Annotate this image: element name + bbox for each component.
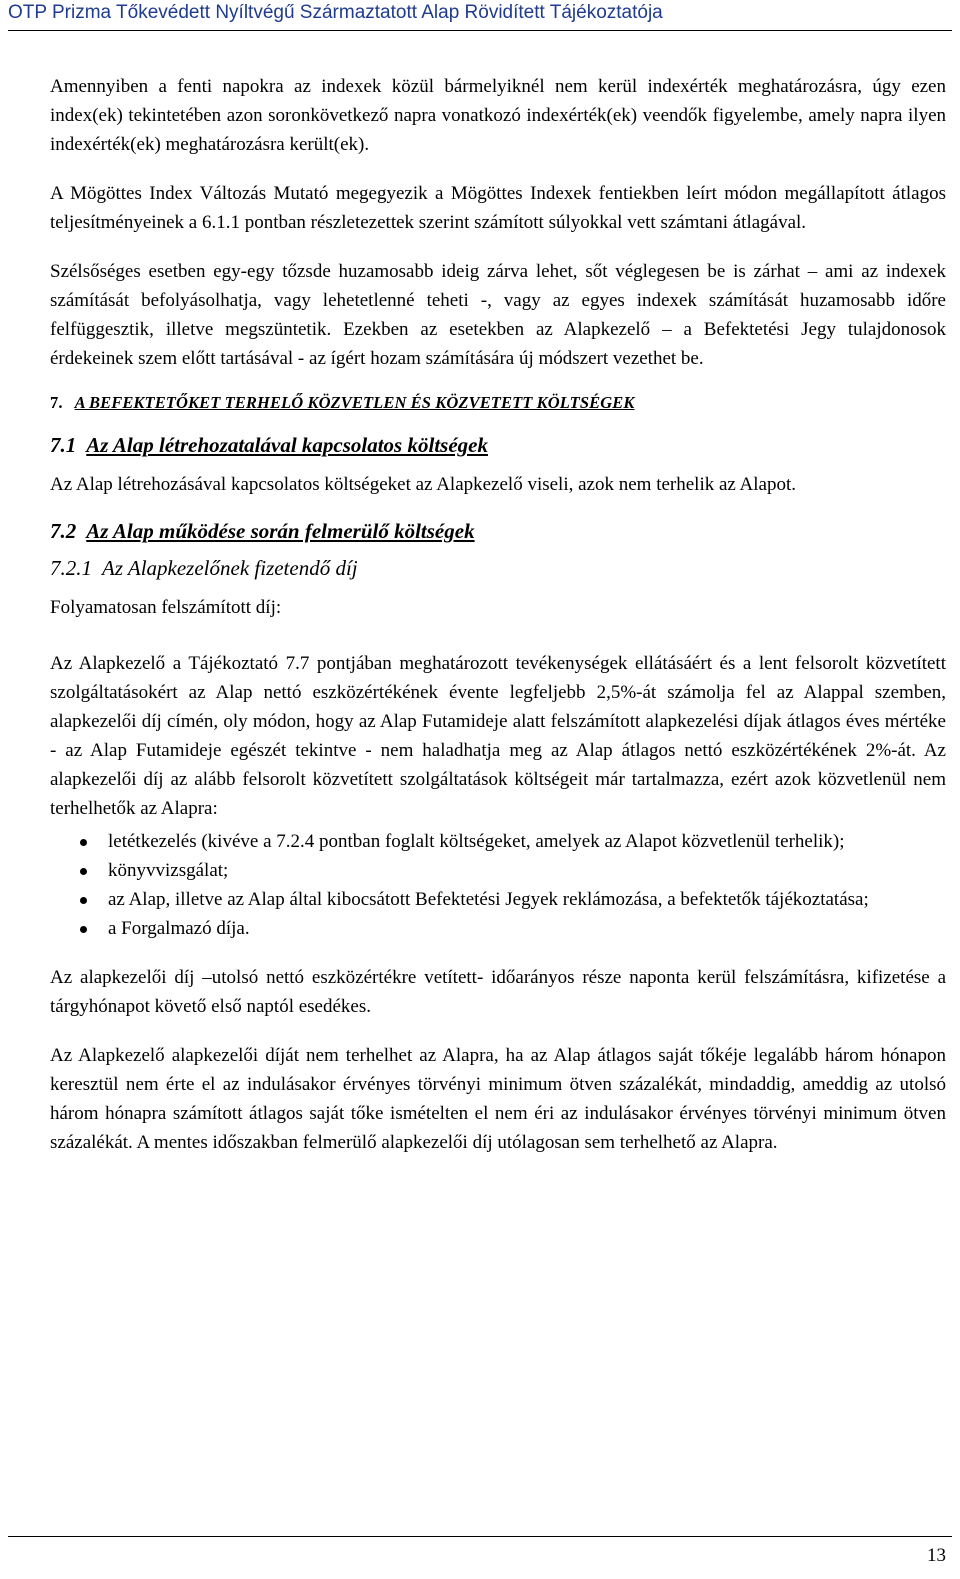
list-item-text: a Forgalmazó díja.: [108, 918, 250, 939]
list-item-text: az Alap, illetve az Alap által kibocsátott Befektetési Jegyek reklámozása, a befektetők tájékoztatása;: [108, 889, 869, 910]
list-item-text: könyvvizsgálat;: [108, 860, 229, 881]
list-item: [108, 827, 946, 856]
list-item: [108, 856, 946, 885]
section-7-1-number: 7.1: [50, 433, 77, 457]
section-7-2-title: Az Alap működése során felmerülő költségek: [86, 519, 475, 543]
section-7-2-number: 7.2: [50, 519, 77, 543]
section-7-1-heading: [50, 433, 946, 458]
paragraph-index-change-indicator: A Mögöttes Index Változás Mutató megegyezik a Mögöttes Indexek fentiekben leírt módon megállapított átlagos teljesítményeinek a 6.1.1 pontban részletezettek szerint számított súlyokkal vett számtani átlagával.: [50, 183, 946, 233]
paragraph-index-determination: Amennyiben a fenti napokra az indexek közül bármelyiknél nem kerül indexérték meghatározásra, úgy ezen index(ek) tekintetében azon soronkövetkező napra vonatkozó indexérték(ek) veendők figyelembe, amely napra ilyen indexérték(ek) meghatározásra került(ek).: [50, 76, 946, 155]
fee-exemption-paragraph: Az Alapkezelő alapkezelői díját nem terhelhet az Alapra, ha az Alap átlagos saját tőkéje legalább három hónapon keresztül nem érte el az indulásakor érvényes törvényi minimum ötven százalékát, mindaddig, ameddig az utolsó három hónapra számított átlagos saját tőke ismételten el nem éri az indulásakor érvényes törvényi minimum ötven százalékát. A mentes időszakban felmerülő alapkezelői díj utólagosan sem terhelhető az Alapra.: [50, 1045, 946, 1153]
bullet-icon: [80, 926, 87, 933]
header-divider: [8, 30, 952, 31]
section-7-number: 7.: [50, 393, 63, 412]
section-7-1-title: Az Alap létrehozatalával kapcsolatos költségek: [86, 433, 488, 457]
footer-divider: [8, 1536, 952, 1537]
page-content: [50, 72, 946, 1177]
list-item: [108, 914, 946, 943]
section-7-title: A BEFEKTETŐKET TERHELŐ KÖZVETLEN ÉS KÖZVETETT KÖLTSÉGEK: [74, 393, 635, 412]
fee-accrual-paragraph: Az alapkezelői díj –utolsó nettó eszközértékre vetített- időarányos része naponta kerül felszámításra, kifizetése a tárgyhónapot követő első naptól esedékes.: [50, 967, 946, 1017]
section-7-1-text: Az Alap létrehozásával kapcsolatos költségeket az Alapkezelő viseli, azok nem terhelik az Alapot.: [50, 474, 797, 495]
page-number: 13: [927, 1545, 946, 1566]
bullet-icon: [80, 868, 87, 875]
section-7-2-heading: [50, 519, 946, 544]
management-fee-description: Az Alapkezelő a Tájékoztató 7.7 pontjában meghatározott tevékenységek ellátásáért és a lent felsorolt közvetített szolgáltatásokért az Alap nettó eszközértékének évente legfeljebb 2,5%-át számolja fel az Alappal szemben, alapkezelői díj címén, oly módon, hogy az Alap Futamideje alatt felszámított alapkezelési díjak átlagos éves mértéke - az Alap Futamideje egészét tekintve - nem haladhatja meg az Alap átlagos nettó eszközértékének 2%-át. Az alapkezelői díj az alább felsorolt közvetített szolgáltatások költségeit már tartalmazza, ezért azok közvetlenül nem terhelhetők az Alapra:: [50, 653, 946, 819]
section-7-2-1-number: 7.2.1: [50, 556, 92, 580]
bullet-icon: [80, 839, 87, 846]
list-item: [108, 885, 946, 914]
continuous-fee-label: Folyamatosan felszámított díj:: [50, 597, 282, 618]
included-services-list: [50, 827, 946, 943]
section-7-2-1-title: Az Alapkezelőnek fizetendő díj: [102, 556, 358, 580]
bullet-icon: [80, 897, 87, 904]
section-7-heading: [50, 393, 946, 413]
document-header-title: OTP Prizma Tőkevédett Nyíltvégű Származtatott Alap Rövidített Tájékoztatója: [8, 2, 663, 23]
paragraph-extreme-cases: Szélsőséges esetben egy-egy tőzsde huzamosabb ideig zárva lehet, sőt véglegesen be is zárhat – ami az indexek számítását befolyásolhatja, vagy lehetetlenné teheti -, vagy az egyes indexek számítását huzamosabb időre felfüggesztik, illetve megszüntetik. Ezekben az esetekben az Alapkezelő – a Befektetési Jegy tulajdonosok érdekeinek szem előtt tartásával - az ígért hozam számítására új módszert vezethet be.: [50, 261, 946, 369]
section-7-2-1-heading: [50, 556, 946, 581]
list-item-text: letétkezelés (kivéve a 7.2.4 pontban foglalt költségeket, amelyek az Alapot közvetlenül terhelik);: [108, 831, 845, 852]
